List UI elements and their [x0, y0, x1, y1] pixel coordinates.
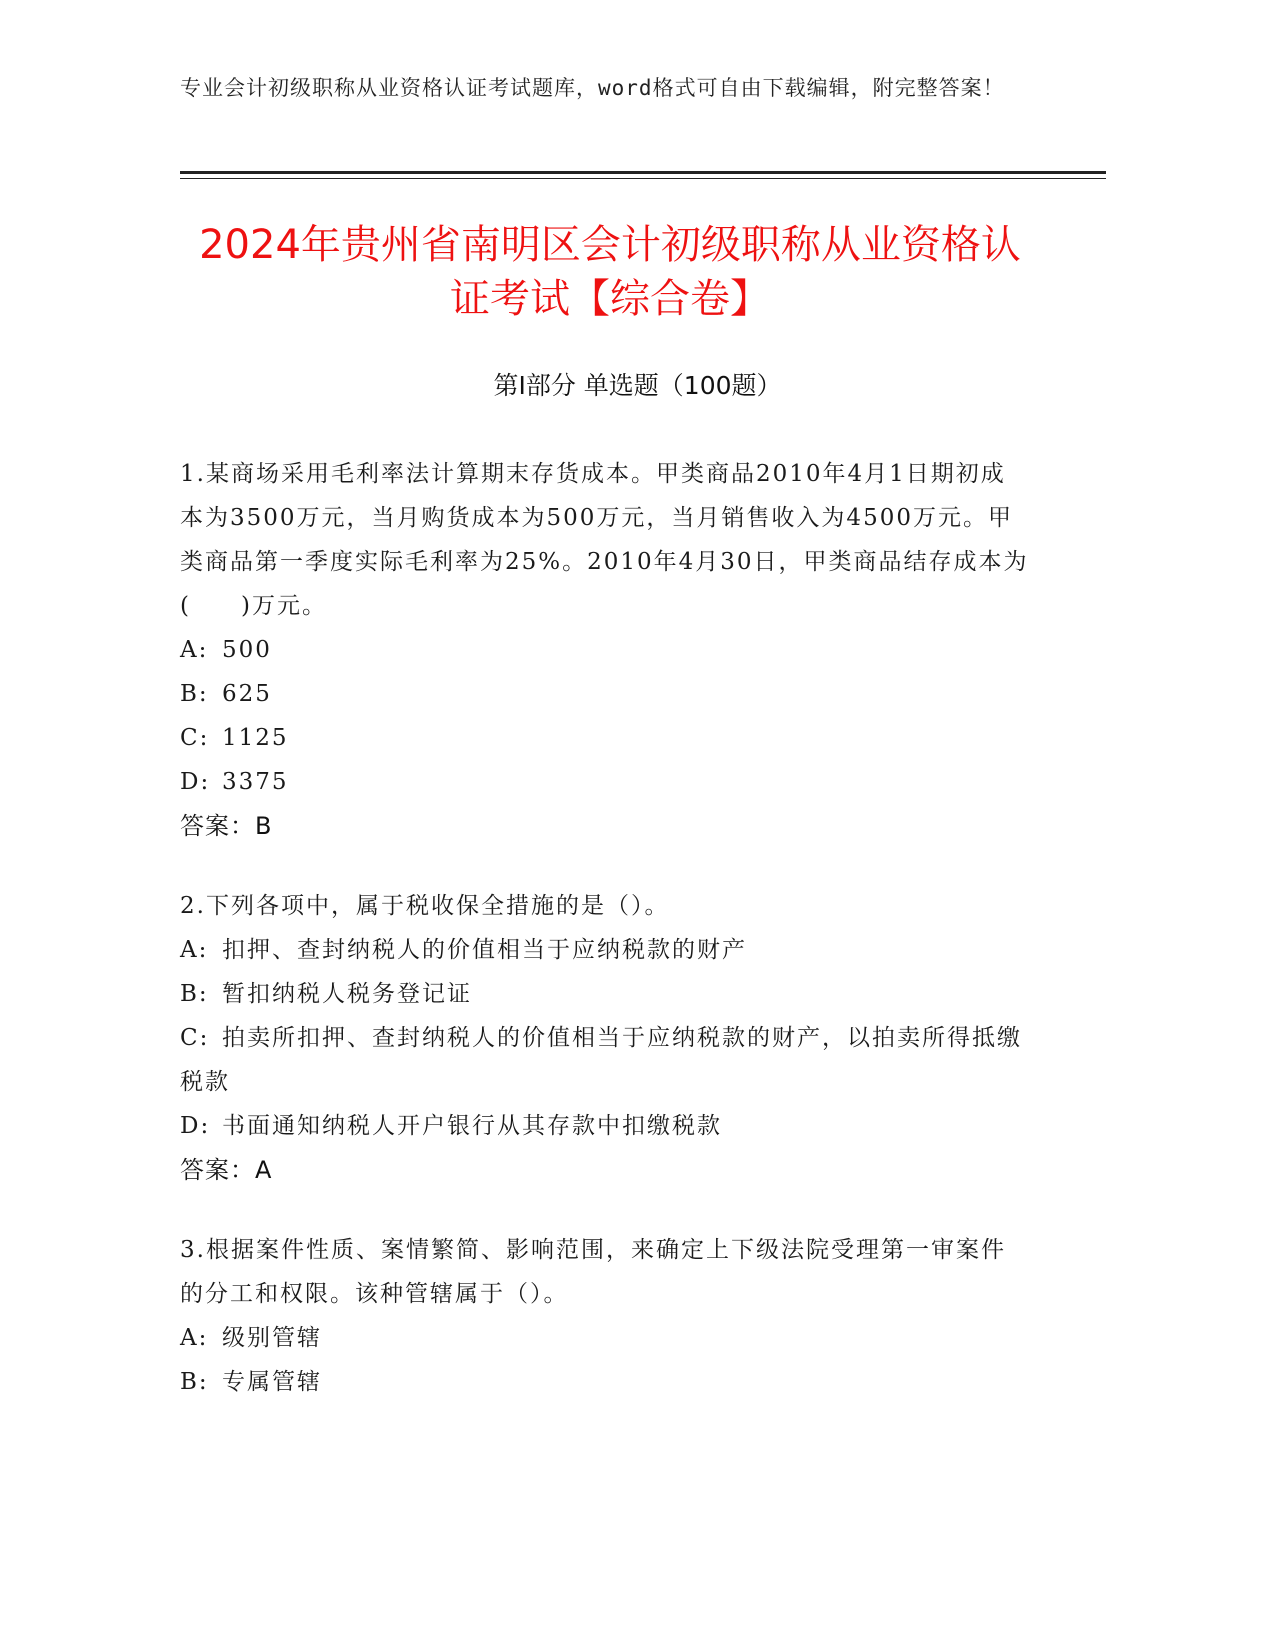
option-text: 拍卖所扣押、查封纳税人的价值相当于应纳税款的财产，以拍卖所得抵缴税款 — [180, 1025, 1022, 1095]
option-a — [180, 928, 1030, 972]
option-text: 暂扣纳税人税务登记证 — [222, 981, 472, 1007]
question-stem: 3.根据案件性质、案情繁简、影响范围，来确定上下级法院受理第一审案件的分工和权限。该种管辖属于（）。 — [180, 1237, 1006, 1307]
question-list — [180, 452, 1030, 1440]
option-b — [180, 672, 1030, 716]
header-note: 专业会计初级职称从业资格认证考试题库，word格式可自由下载编辑，附完整答案！ — [180, 76, 1005, 100]
question-stem: 2.下列各项中，属于税收保全措施的是（）。 — [180, 893, 670, 919]
option-text: 500 — [222, 637, 272, 663]
header-rule-thick — [180, 171, 1106, 174]
option-text: 625 — [222, 681, 272, 707]
option-text: 专属管辖 — [222, 1369, 322, 1395]
option-letter: D: — [180, 769, 211, 795]
option-d — [180, 1104, 1030, 1148]
answer-line: 答案：A — [180, 1156, 273, 1184]
option-text: 级别管辖 — [222, 1325, 322, 1351]
question-stem: 1.某商场采用毛利率法计算期末存货成本。甲类商品2010年4月1日期初成本为3500万元，当月购货成本为500万元，当月销售收入为4500万元。甲类商品第一季度实际毛利率为25%。2010年4月30日，甲类商品结存成本为( )万元。 — [180, 461, 1029, 619]
option-letter: C: — [180, 1025, 210, 1051]
option-d — [180, 760, 1030, 804]
question-1 — [180, 452, 1030, 848]
option-letter: B: — [180, 1369, 209, 1395]
question-2 — [180, 884, 1030, 1192]
section-title: 第I部分 单选题（100题） — [493, 371, 782, 400]
option-letter: A: — [180, 637, 209, 663]
option-text: 扣押、查封纳税人的价值相当于应纳税款的财产 — [222, 937, 747, 963]
option-letter: C: — [180, 725, 210, 751]
option-b — [180, 1360, 1030, 1404]
option-b — [180, 972, 1030, 1016]
question-3 — [180, 1228, 1030, 1404]
option-letter: D: — [180, 1113, 211, 1139]
header-rule-thin — [180, 178, 1106, 179]
answer-line: 答案：B — [180, 812, 273, 840]
option-letter: B: — [180, 981, 209, 1007]
option-text: 书面通知纳税人开户银行从其存款中扣缴税款 — [222, 1113, 722, 1139]
option-text: 3375 — [222, 769, 289, 795]
option-letter: A: — [180, 1325, 209, 1351]
option-letter: B: — [180, 681, 209, 707]
option-a — [180, 628, 1030, 672]
option-a — [180, 1316, 1030, 1360]
option-letter: A: — [180, 937, 209, 963]
option-c — [180, 716, 1030, 760]
option-c — [180, 1016, 1030, 1104]
document-title: 2024年贵州省南明区会计初级职称从业资格认证考试【综合卷】 — [199, 222, 1021, 322]
option-text: 1125 — [222, 725, 289, 751]
